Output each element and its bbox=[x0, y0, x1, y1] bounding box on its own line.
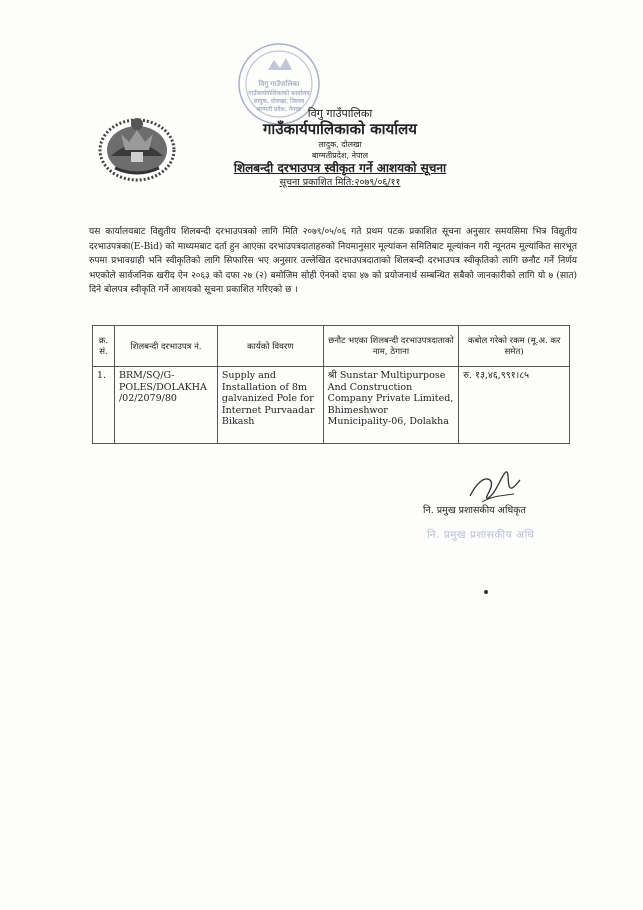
cell-sn: 1. bbox=[93, 367, 115, 444]
office-name: गाउँकार्यपालिकाको कार्यालय bbox=[262, 120, 417, 138]
signer-designation: नि. प्रमुख प्रशासकीय अधिकृत bbox=[423, 505, 526, 516]
col-header-description: कार्यको विवरण bbox=[217, 326, 323, 367]
cell-bid-no: BRM/SQ/G-POLES/DOLAKHA /02/2079/80 bbox=[114, 367, 217, 444]
office-address: लादुक, दोलखा bbox=[318, 140, 362, 149]
stamp-line-3: लादुक, दोलखा, जिल्ला bbox=[253, 98, 305, 105]
signature-icon bbox=[462, 466, 522, 508]
bid-table bbox=[92, 325, 570, 444]
notice-title: शिलबन्दी दरभाउपत्र स्वीकृत गर्ने आशयको सूचना bbox=[233, 161, 447, 175]
col-header-sn: क्र. सं. bbox=[93, 326, 115, 367]
stamp-line-2: गाउँकार्यपालिकाको कार्यालय bbox=[248, 90, 310, 97]
stamp-line-1: विगु गाउँपालिका bbox=[258, 80, 300, 88]
cell-amount: रु. १३,४६,९९१।८५ bbox=[459, 367, 570, 444]
nepal-emblem-icon bbox=[97, 112, 177, 182]
notice-paragraph: यस कार्यालयबाट विद्युतीय शिलबन्दी दरभाउपत्रको लागि मिति २०७९/०५/०६ गते प्रथम पटक प्रकाशित सूचना अनुसार समयसिमा भित्र विद्युतीय दरभाउपत्रका(E-Bid) को माध्यमबाट दर्ता हुन आएका दरभाउपत्रदाताहरुको नियमानुसार मूल्यांकन समितिबाट मूल्यांकन गरी न्यूनतम मूल्यांकित सारभूत रुपमा प्रभावग्राही भनि स्वीकृतिको लागि सिफारिस भए अनुसार उल्लेखित दरभाउपत्रदाताको शिलबन्दी दरभाउपत्र स्वीकृतिको लागि छनौट गर्ने निर्णय भएकोले सार्वजनिक खरीद ऐन २०६३ को दफा २७ (२) बमोजिम सोही ऐनको दफा ४७ को प्रयोजनार्थ सम्बन्धित सबैको जानकारीको लागि यो ७ (सात) दिने बोलपत्र स्वीकृति गर्ने आशयको सूचना प्रकाशित गरिएको छ । bbox=[89, 227, 577, 296]
province-country: बाग्मतीप्रदेश, नेपाल bbox=[311, 151, 369, 160]
cell-bidder: श्री Sunstar Multipurpose And Construction Company Private Limited, Bhimeshwor Municipality-06, Dolakha bbox=[323, 367, 459, 444]
municipality-name: विगु गाउँपालिका bbox=[307, 107, 373, 120]
ink-dot bbox=[484, 590, 488, 594]
col-header-bid-no: शिलबन्दी दरभाउपत्र नं. bbox=[114, 326, 217, 367]
col-header-bidder: छनौट भएका शिलबन्दी दरभाउपत्रदाताको नाम, ठेगाना bbox=[323, 326, 459, 367]
col-header-amount: कबोल गरेको रकम (मू.अ. कर समेत) bbox=[459, 326, 570, 367]
cell-description: Supply and Installation of 8m galvanized Pole for Internet Purvaadar Bikash bbox=[217, 367, 323, 444]
table-header-row bbox=[93, 326, 570, 367]
published-date: सूचना प्रकाशित मिति:२०७९/०६/११ bbox=[279, 177, 401, 188]
table-row bbox=[93, 367, 570, 444]
stamp-line-4: बाग्मती प्रदेश, नेपाल bbox=[257, 106, 301, 113]
designation-stamp: नि. प्रमुख प्रशासकीय अधि bbox=[427, 529, 535, 541]
letterhead bbox=[190, 107, 490, 189]
